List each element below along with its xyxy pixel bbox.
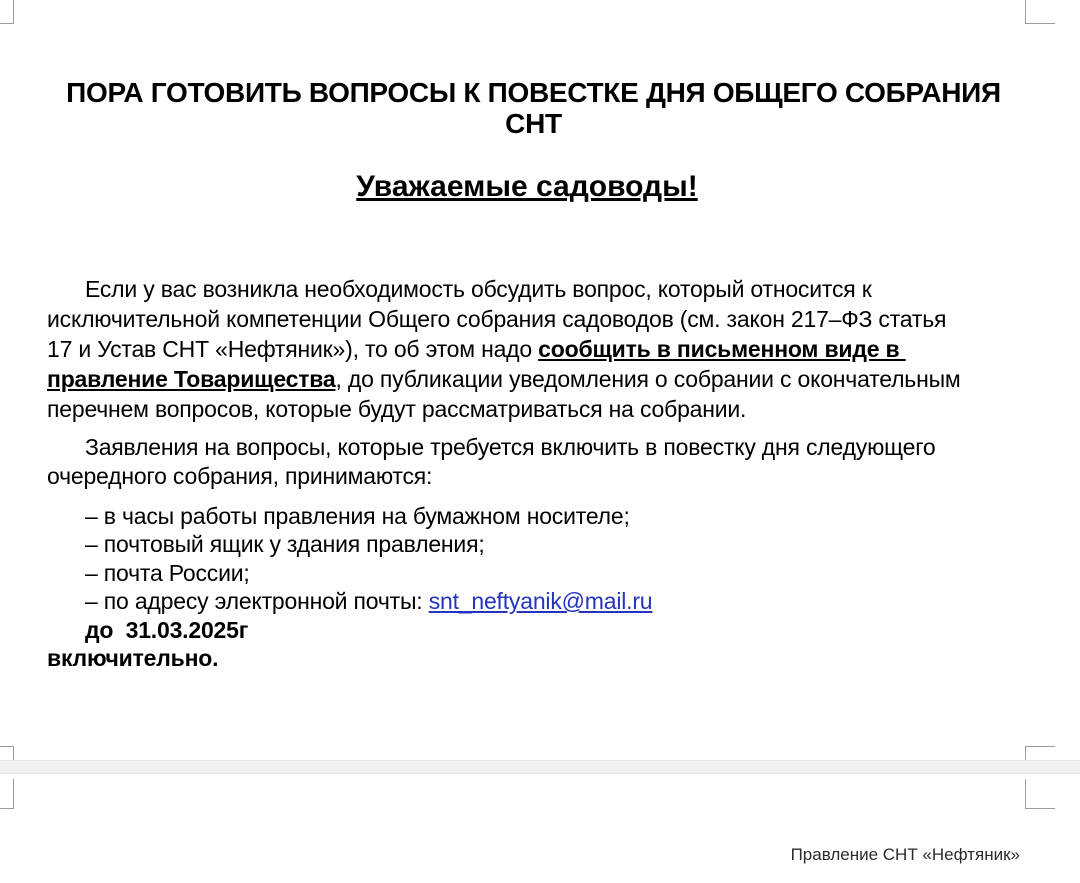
text-line (47, 587, 1007, 615)
run-text: – почтовый ящик у здания правления; (85, 531, 485, 558)
run-bold-underline: сообщить в письменном виде в (538, 336, 906, 362)
page-separator (0, 760, 1080, 774)
run-text: очередного собрания, принимаются: (47, 463, 433, 489)
crop-mark-page2-top-right (1025, 779, 1055, 809)
signature-footer: Правление СНТ «Нефтяник» (790, 845, 1020, 864)
crop-mark-page1-top-right (1025, 0, 1055, 24)
crop-mark-page1-top-left (0, 0, 14, 24)
text-line (47, 502, 1007, 530)
text-line (47, 433, 1007, 462)
run-text: – почта России; (85, 559, 250, 586)
document-title-line-2: СНТ (505, 108, 562, 139)
run-text: – по адресу электронной почты: (85, 588, 429, 615)
document-title-line-1: ПОРА ГОТОВИТЬ ВОПРОСЫ К ПОВЕСТКЕ ДНЯ ОБЩЕГО СОБРАНИЯ (66, 77, 1001, 108)
run-text: перечнем вопросов, которые будут рассматриваться на собрании. (47, 396, 747, 422)
run-bold-underline: правление Товарищества (47, 366, 336, 392)
text-line (47, 462, 1007, 491)
text-line (47, 364, 1007, 394)
document-title (47, 77, 1020, 139)
crop-mark-page2-top-left (0, 779, 14, 809)
run-text: исключительной компетенции Общего собрания садоводов (см. закон 217–ФЗ статья (47, 306, 947, 332)
run-text: – в часы работы правления на бумажном носителе; (85, 503, 630, 529)
paragraph-2 (47, 433, 1007, 491)
text-line (47, 644, 1007, 672)
crop-mark-page1-bottom-left (0, 746, 14, 761)
run-bold: включительно. (47, 645, 219, 672)
run-text: Заявления на вопросы, которые требуется включить в повестку дня следующего (85, 434, 936, 460)
crop-mark-page1-bottom-right (1025, 746, 1055, 761)
email-link[interactable]: snt_neftyanik@mail.ru (428, 588, 653, 615)
text-line (47, 616, 1007, 644)
submission-options-list (47, 502, 1007, 672)
text-line (47, 530, 1007, 558)
paragraph-1 (47, 274, 1007, 424)
text-line (47, 394, 1007, 424)
text-line (47, 559, 1007, 587)
text-line (47, 334, 1007, 364)
run-text: Если у вас возникла необходимость обсудить вопрос, который относится к (85, 276, 872, 302)
run-text: 17 и Устав СНТ «Нефтяник»), то об этом надо (47, 336, 539, 362)
greeting-heading: Уважаемые садоводы! (356, 170, 698, 203)
text-line (47, 274, 1007, 304)
text-line (47, 304, 1007, 334)
run-text: , до публикации уведомления о собрании с окончательным (335, 366, 961, 392)
run-bold: до 31.03.2025г (85, 616, 249, 643)
